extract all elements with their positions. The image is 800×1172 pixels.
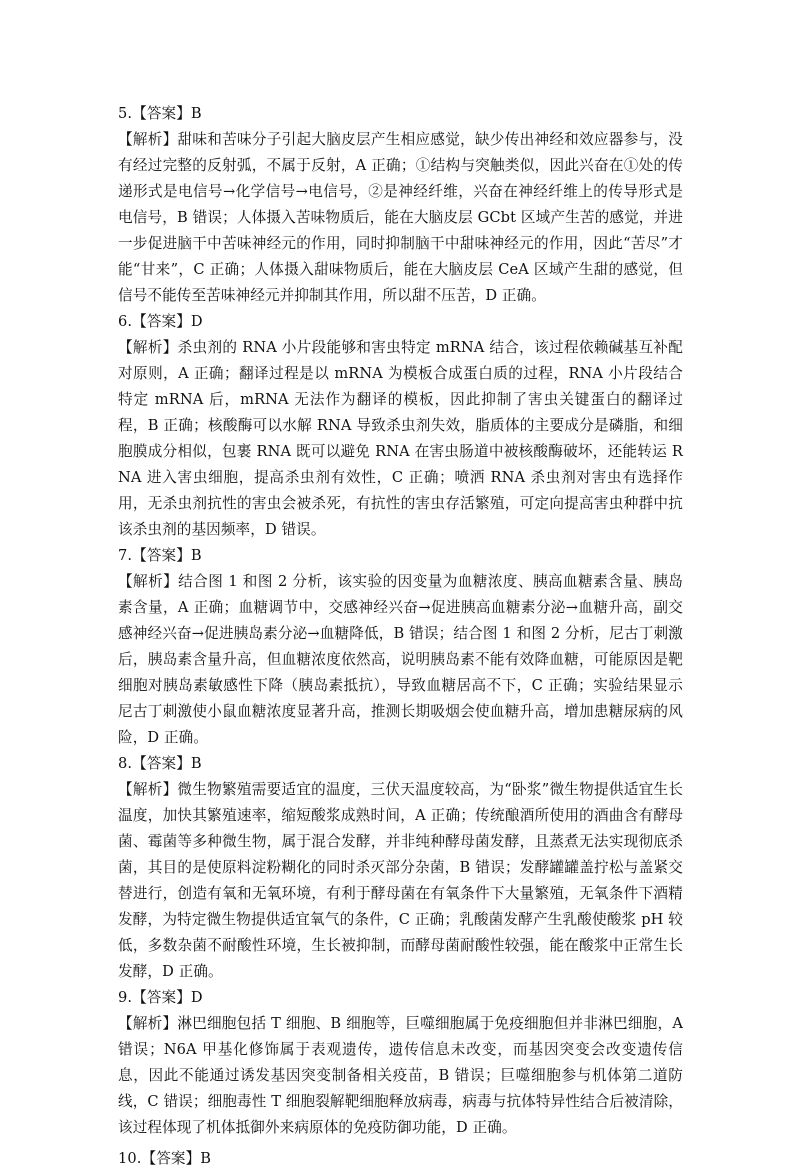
question-9 xyxy=(118,985,683,1141)
explanation-text: 【解析】杀虫剂的 RNA 小片段能够和害虫特定 mRNA 结合，该过程依赖碱基互补配对原则，A 正确；翻译过程是以 mRNA 为模板合成蛋白质的过程，RNA 小片段结合特定 mRNA 后，mRNA 无法作为翻译的模板，因此抑制了害虫关键蛋白的翻译过程，B 正确；核酸酶可以水解 RNA 导致杀虫剂失效，脂质体的主要成分是磷脂，和细胞膜成分相似，包裹 RNA 既可以避免 RNA 在害虫肠道中被核酸酶破坏，还能转运 RNA 进入害虫细胞，提高杀虫剂有效性，C 正确；喷洒 RNA 杀虫剂对害虫有选择作用，无杀虫剂抗性的害虫会被杀死，有抗性的害虫存活繁殖，可定向提高害虫种群中抗该杀虫剂的基因频率，D 错误。 xyxy=(118,339,683,538)
question-8 xyxy=(118,751,683,985)
answer-line: 5.【答案】B xyxy=(118,105,202,122)
explanation-text: 【解析】结合图 1 和图 2 分析，该实验的因变量为血糖浓度、胰高血糖素含量、胰岛素含量，A 正确；血糖调节中，交感神经兴奋→促进胰高血糖素分泌→血糖升高，副交感神经兴奋→促进胰岛素分泌→血糖降低，B 错误；结合图 1 和图 2 分析，尼古丁刺激后，胰岛素含量升高，但血糖浓度依然高，说明胰岛素不能有效降血糖，可能原因是靶细胞对胰岛素敏感性下降（胰岛素抵抗），导致血糖居高不下，C 正确；实验结果显示尼古丁刺激使小鼠血糖浓度显著升高，推测长期吸烟会使血糖升高，增加患糖尿病的风险，D 正确。 xyxy=(118,573,683,746)
question-10 xyxy=(118,1146,683,1172)
explanation-text: 【解析】微生物繁殖需要适宜的温度，三伏天温度较高，为“卧浆”微生物提供适宜生长温度，加快其繁殖速率，缩短酸浆成熟时间，A 正确；传统酿酒所使用的酒曲含有酵母菌、霉菌等多种微生物，属于混合发酵，并非纯种酵母菌发酵，且蒸煮无法实现彻底杀菌，其目的是使原料淀粉糊化的同时杀灭部分杂菌，B 错误；发酵罐罐盖拧松与盖紧交替进行，创造有氧和无氧环境，有利于酵母菌在有氧条件下大量繁殖，无氧条件下酒精发酵，为特定微生物提供适宜氧气的条件，C 正确；乳酸菌发酵产生乳酸使酸浆 pH 较低，多数杂菌不耐酸性环境，生长被抑制，而酵母菌耐酸性较强，能在酸浆中正常生长发酵，D 正确。 xyxy=(118,781,683,980)
question-6 xyxy=(118,309,683,543)
explanation-text: 【解析】淋巴细胞包括 T 细胞、B 细胞等，巨噬细胞属于免疫细胞但并非淋巴细胞，A 错误；N6A 甲基化修饰属于表观遗传，遗传信息未改变，而基因突变会改变遗传信息，因此不能通过诱发基因突变制备相关疫苗，B 错误；巨噬细胞参与机体第二道防线，C 错误；细胞毒性 T 细胞裂解靶细胞释放病毒，病毒与抗体特异性结合后被清除，该过程体现了机体抵御外来病原体的免疫防御功能，D 正确。 xyxy=(118,1015,683,1136)
answer-line: 8.【答案】B xyxy=(118,755,202,772)
answer-line: 10.【答案】B xyxy=(118,1150,212,1167)
question-5 xyxy=(118,101,683,309)
answer-line: 7.【答案】B xyxy=(118,547,202,564)
answer-explanations xyxy=(118,101,683,1172)
explanation-text: 【解析】甜味和苦味分子引起大脑皮层产生相应感觉，缺少传出神经和效应器参与，没有经过完整的反射弧，不属于反射，A 正确；①结构与突触类似，因此兴奋在①处的传递形式是电信号→化学信号→电信号，②是神经纤维，兴奋在神经纤维上的传导形式是电信号，B 错误；人体摄入苦味物质后，能在大脑皮层 GCbt 区域产生苦的感觉，并进一步促进脑干中苦味神经元的作用，同时抑制脑干中甜味神经元的作用，因此“苦尽”才能“甘来”，C 正确；人体摄入甜味物质后，能在大脑皮层 CeA 区域产生甜的感觉，但信号不能传至苦味神经元并抑制其作用，所以甜不压苦，D 正确。 xyxy=(118,131,683,304)
answer-line: 9.【答案】D xyxy=(118,989,203,1006)
question-7 xyxy=(118,543,683,751)
answer-line: 6.【答案】D xyxy=(118,313,203,330)
